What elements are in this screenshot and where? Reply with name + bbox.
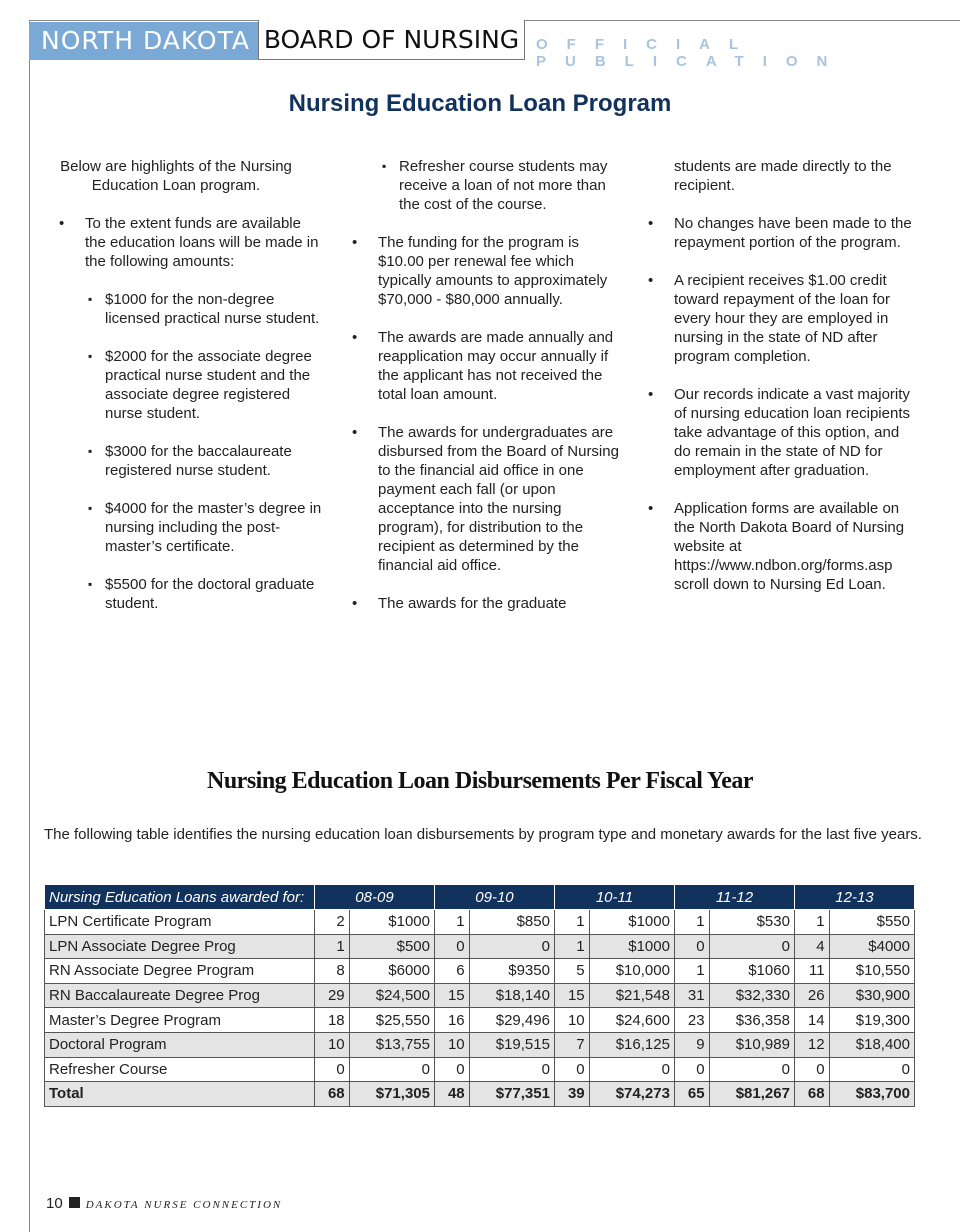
count-cell: 68 (794, 1082, 829, 1107)
amount-cell: $1000 (589, 910, 674, 935)
count-cell: 12 (794, 1032, 829, 1057)
bullet: • To the extent funds are available the education loans will be made in the following amounts: (85, 214, 320, 271)
amount-cell: $550 (829, 910, 914, 935)
amount-cell: $71,305 (349, 1082, 434, 1107)
amount-cell: $18,140 (469, 983, 554, 1008)
table-row (45, 910, 915, 935)
amount-cell: 0 (469, 934, 554, 959)
table-row (45, 983, 915, 1008)
continued-text: students are made directly to the recipient. (674, 158, 892, 194)
amount-cell: $30,900 (829, 983, 914, 1008)
count-cell: 8 (315, 959, 350, 984)
column-header: 12-13 (794, 885, 914, 910)
column-header: 10-11 (554, 885, 674, 910)
amount-cell: $530 (709, 910, 794, 935)
count-cell: 11 (794, 959, 829, 984)
table-row (45, 1008, 915, 1033)
count-cell: 4 (794, 934, 829, 959)
count-cell: 10 (554, 1008, 589, 1033)
amount-cell: $1060 (709, 959, 794, 984)
sub-bullet: ▪ $4000 for the master’s degree in nursing including the post-master’s certificate. (105, 499, 327, 556)
count-cell: 15 (554, 983, 589, 1008)
count-cell: 14 (794, 1008, 829, 1033)
count-cell: 0 (434, 1057, 469, 1082)
amount-cell: 0 (709, 1057, 794, 1082)
page-border (29, 20, 30, 1232)
count-cell: 1 (315, 934, 350, 959)
table-row (45, 1032, 915, 1057)
count-cell: 39 (554, 1082, 589, 1107)
header-tag: OFFICIAL PUBLICATION (536, 36, 847, 70)
amount-cell: $32,330 (709, 983, 794, 1008)
count-cell: 1 (434, 910, 469, 935)
count-cell: 2 (315, 910, 350, 935)
bullet: • The funding for the program is $10.00 per renewal fee which typically amounts to approximately $70,000 - $80,000 annually. (378, 233, 624, 309)
amount-cell: $25,550 (349, 1008, 434, 1033)
amount-cell: $18,400 (829, 1032, 914, 1057)
sub-bullet: ▪ Refresher course students may receive a loan of not more than the cost of the course. (399, 157, 624, 214)
table-row (45, 1057, 915, 1082)
count-cell: 26 (794, 983, 829, 1008)
count-cell: 1 (554, 910, 589, 935)
bullet: • No changes have been made to the repayment portion of the program. (674, 214, 914, 252)
row-label: RN Baccalaureate Degree Prog (45, 983, 315, 1008)
count-cell: 0 (434, 934, 469, 959)
page-title: Nursing Education Loan Program (288, 90, 672, 117)
sub-bullet: ▪ $1000 for the non-degree licensed practical nurse student. (105, 290, 327, 328)
amount-cell: $9350 (469, 959, 554, 984)
amount-cell: $29,496 (469, 1008, 554, 1033)
count-cell: 5 (554, 959, 589, 984)
amount-cell: $6000 (349, 959, 434, 984)
amount-cell: $83,700 (829, 1082, 914, 1107)
count-cell: 15 (434, 983, 469, 1008)
count-cell: 10 (315, 1032, 350, 1057)
header-state: NORTH DAKOTA (29, 22, 258, 60)
amount-cell: $16,125 (589, 1032, 674, 1057)
count-cell: 0 (554, 1057, 589, 1082)
bullet: • The awards for undergraduates are disbursed from the Board of Nursing to the financial aid office in one payment each fall (or upon acceptance into the nursing program), for distribution to the recipient as determined by the financial aid office. (378, 423, 624, 575)
table-header-row (45, 885, 915, 910)
page-number: 10 (46, 1195, 63, 1212)
count-cell: 1 (674, 959, 709, 984)
count-cell: 0 (674, 934, 709, 959)
bullet: • The awards for the graduate (378, 594, 624, 613)
amount-cell: $500 (349, 934, 434, 959)
amount-cell: $24,600 (589, 1008, 674, 1033)
count-cell: 65 (674, 1082, 709, 1107)
count-cell: 0 (674, 1057, 709, 1082)
count-cell: 29 (315, 983, 350, 1008)
table-row (45, 934, 915, 959)
amount-cell: $19,515 (469, 1032, 554, 1057)
bullet: • The awards are made annually and reapplication may occur annually if the applicant has not received the total loan amount. (378, 328, 624, 404)
row-label: Master’s Degree Program (45, 1008, 315, 1033)
footer (46, 1195, 282, 1212)
disbursements-table (44, 884, 915, 1107)
amount-cell: $1000 (349, 910, 434, 935)
sub-bullet: ▪ $2000 for the associate degree practical nurse student and the associate degree registered nurse student. (105, 347, 327, 423)
bullet: • Application forms are available on the North Dakota Board of Nursing website at https://www.ndbon.org/forms.asp scroll down to Nursing Ed Loan. (674, 499, 914, 594)
intro-text: Below are highlights of the Nursing Education Loan program. (60, 158, 292, 194)
count-cell: 1 (674, 910, 709, 935)
sub-bullet: ▪ $5500 for the doctoral graduate student. (105, 575, 327, 613)
amount-cell: 0 (709, 934, 794, 959)
row-label: LPN Associate Degree Prog (45, 934, 315, 959)
table-row (45, 959, 915, 984)
column-header: 09-10 (434, 885, 554, 910)
count-cell: 7 (554, 1032, 589, 1057)
column-header: 11-12 (674, 885, 794, 910)
row-label: Total (45, 1082, 315, 1107)
column-header: 08-09 (315, 885, 435, 910)
row-label: Refresher Course (45, 1057, 315, 1082)
amount-cell: $77,351 (469, 1082, 554, 1107)
amount-cell: $13,755 (349, 1032, 434, 1057)
amount-cell: $21,548 (589, 983, 674, 1008)
column-1 (46, 157, 326, 632)
amount-cell: $24,500 (349, 983, 434, 1008)
amount-cell: $19,300 (829, 1008, 914, 1033)
count-cell: 31 (674, 983, 709, 1008)
amount-cell: $10,000 (589, 959, 674, 984)
count-cell: 0 (315, 1057, 350, 1082)
amount-cell: $10,550 (829, 959, 914, 984)
amount-cell: $74,273 (589, 1082, 674, 1107)
row-label: Doctoral Program (45, 1032, 315, 1057)
amount-cell: 0 (589, 1057, 674, 1082)
section-intro: The following table identifies the nursing education loan disbursements by program type and monetary awards for the last five years. (44, 826, 922, 843)
amount-cell: $850 (469, 910, 554, 935)
count-cell: 48 (434, 1082, 469, 1107)
square-icon (69, 1197, 80, 1208)
amount-cell: $81,267 (709, 1082, 794, 1107)
count-cell: 6 (434, 959, 469, 984)
amount-cell: 0 (349, 1057, 434, 1082)
count-cell: 18 (315, 1008, 350, 1033)
count-cell: 9 (674, 1032, 709, 1057)
sub-bullet: ▪ $3000 for the baccalaureate registered nurse student. (105, 442, 327, 480)
count-cell: 1 (794, 910, 829, 935)
amount-cell: $36,358 (709, 1008, 794, 1033)
amount-cell: $4000 (829, 934, 914, 959)
count-cell: 16 (434, 1008, 469, 1033)
count-cell: 1 (554, 934, 589, 959)
column-2 (378, 157, 624, 632)
bullet: • A recipient receives $1.00 credit toward repayment of the loan for every hour they are employed in nursing in the state of ND after program completion. (674, 271, 914, 366)
publication-name: DAKOTA NURSE CONNECTION (85, 1199, 283, 1211)
column-header: Nursing Education Loans awarded for: (45, 885, 315, 910)
count-cell: 0 (794, 1057, 829, 1082)
count-cell: 68 (315, 1082, 350, 1107)
amount-cell: 0 (469, 1057, 554, 1082)
amount-cell: $1000 (589, 934, 674, 959)
section-title: Nursing Education Loan Disbursements Per Fiscal Year (206, 768, 753, 794)
column-3 (674, 157, 914, 613)
row-label: LPN Certificate Program (45, 910, 315, 935)
count-cell: 10 (434, 1032, 469, 1057)
bullet: • Our records indicate a vast majority of nursing education loan recipients take advantage of this option, and do remain in the state of ND for employment after graduation. (674, 385, 914, 480)
total-row (45, 1082, 915, 1107)
row-label: RN Associate Degree Program (45, 959, 315, 984)
amount-cell: 0 (829, 1057, 914, 1082)
amount-cell: $10,989 (709, 1032, 794, 1057)
count-cell: 23 (674, 1008, 709, 1033)
header-board: BOARD OF NURSING (258, 20, 525, 60)
